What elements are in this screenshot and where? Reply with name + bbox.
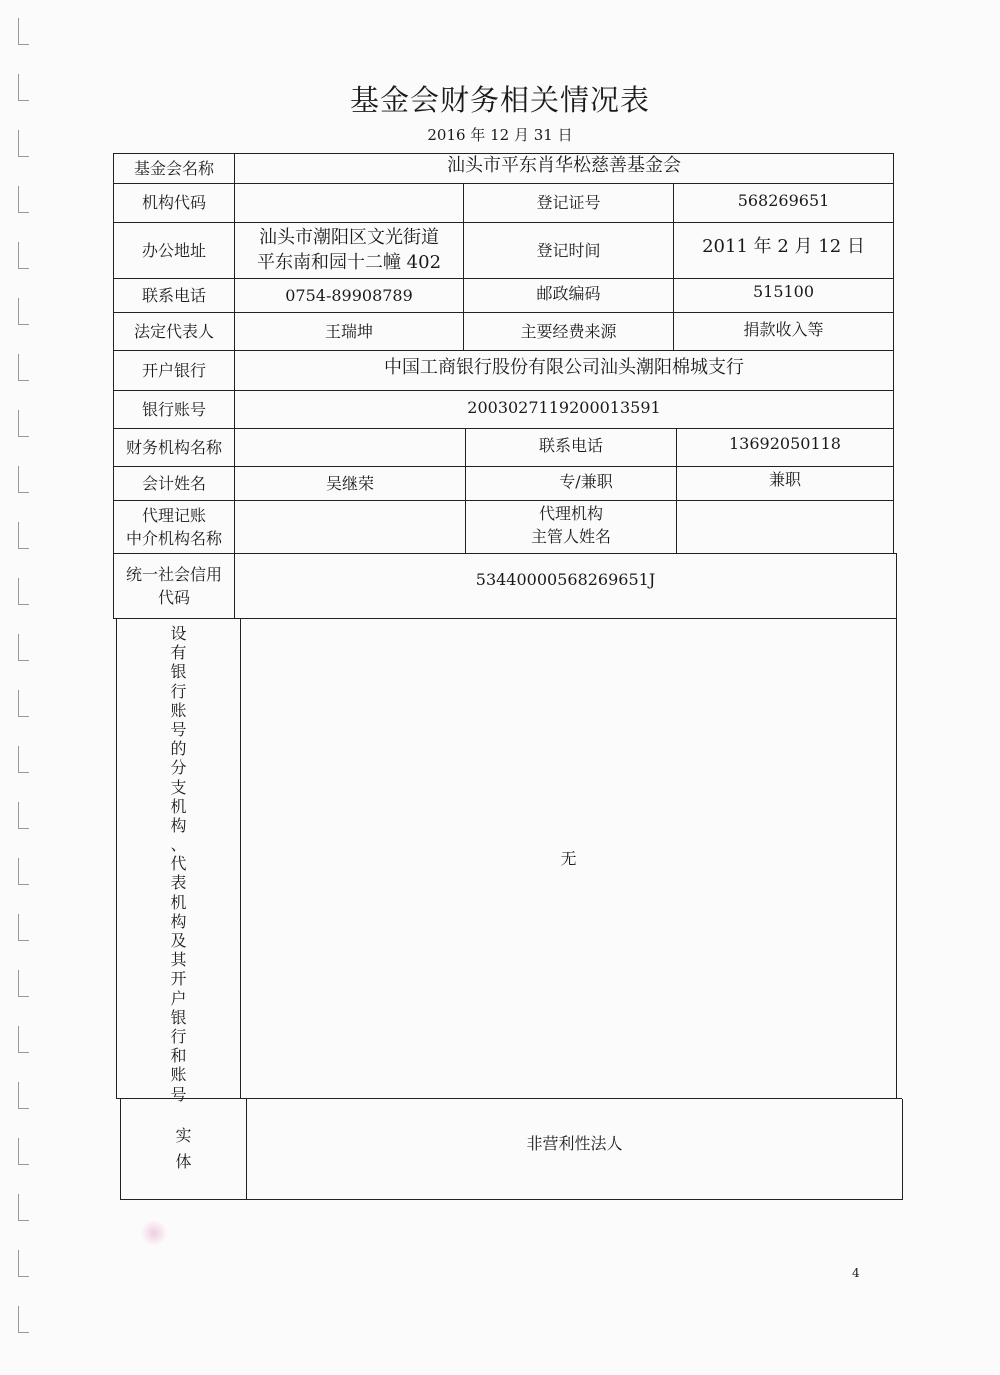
- legal-rep-label: 法定代表人: [133, 321, 214, 341]
- binding-mark: [18, 1026, 29, 1053]
- branches-label-char: 户: [170, 988, 187, 1008]
- binding-mark: [18, 746, 29, 773]
- branches-label-char: 号: [170, 1084, 187, 1104]
- binding-mark: [18, 1138, 29, 1165]
- branches-label-char: 代: [170, 854, 187, 874]
- postcode-value: 515100: [752, 281, 815, 301]
- binding-mark: [18, 522, 29, 549]
- binding-mark: [18, 466, 29, 493]
- address-line-1: 汕头市潮阳区文光街道: [259, 227, 439, 249]
- branches-label-char: 银: [170, 662, 187, 682]
- agent-label-line-2: 中介机构名称: [125, 529, 222, 548]
- entity-label-char: 实: [175, 1126, 192, 1146]
- agent-value: [235, 501, 465, 553]
- branches-label-char: 机: [170, 892, 187, 912]
- fulltime-value: 兼职: [768, 469, 801, 489]
- branches-label-char: 及: [170, 931, 187, 950]
- agent-head-label: [466, 499, 676, 551]
- branches-label-char: 的: [170, 739, 187, 759]
- branches-label-char: 有: [170, 643, 187, 663]
- binding-mark: [18, 802, 29, 829]
- credit-code-value: 53440000568269651J: [475, 570, 656, 590]
- postcode-label: 邮政编码: [536, 283, 601, 303]
- reg-time-value: 2011 年 2 月 12 日: [702, 236, 865, 258]
- binding-mark: [18, 1082, 29, 1109]
- finance-org-label: 财务机构名称: [125, 437, 222, 457]
- agent-head-label-line-1: 代理机构: [538, 503, 603, 523]
- entity-label-char: 体: [175, 1152, 192, 1171]
- address-label: 办公地址: [141, 240, 206, 260]
- branches-label-char: 银: [170, 1007, 187, 1027]
- reg-time-label: 登记时间: [536, 240, 601, 260]
- reg-no-label: 登记证号: [536, 193, 601, 213]
- binding-mark: [18, 1194, 29, 1221]
- branches-label-char: 构: [170, 815, 187, 835]
- binding-mark: [18, 634, 29, 661]
- funding-label: 主要经费来源: [520, 321, 617, 341]
- account-value: 2003027119200013591: [467, 397, 661, 417]
- binding-mark: [18, 578, 29, 605]
- phone-value: 0754-89908789: [285, 285, 413, 305]
- agent-label-line-1: 代理记账: [141, 505, 206, 525]
- credit-code-label-line-2: 代码: [157, 588, 190, 607]
- binding-mark: [18, 858, 29, 885]
- binding-mark: [18, 914, 29, 941]
- fulltime-label: 专/兼职: [559, 471, 613, 491]
- bank-value: 中国工商银行股份有限公司汕头潮阳棉城支行: [384, 357, 744, 379]
- binding-mark: [18, 970, 29, 997]
- binding-mark: [18, 1250, 29, 1277]
- binding-mark: [18, 690, 29, 717]
- page-number: 4: [852, 1266, 860, 1280]
- branches-value: 无: [560, 848, 577, 868]
- branches-label-char: 账: [170, 700, 187, 720]
- branches-label-char: 账: [170, 1065, 187, 1085]
- binding-mark: [18, 354, 29, 381]
- entity-label: [121, 1099, 246, 1199]
- org-code-label: 机构代码: [141, 193, 206, 213]
- branches-label-char: 机: [170, 796, 187, 816]
- binding-mark: [18, 186, 29, 213]
- branches-label-char: 分: [170, 758, 187, 778]
- branches-label-char: 、: [170, 835, 187, 855]
- entity-value: 非营利性法人: [526, 1134, 623, 1154]
- branches-label-char: 表: [170, 873, 187, 893]
- bank-label: 开户银行: [141, 360, 206, 380]
- address-line-2: 平东南和园十二幢 402: [256, 251, 442, 273]
- phone-label: 联系电话: [141, 285, 206, 305]
- reg-no-value: 568269651: [737, 191, 830, 211]
- branches-label-char: 和: [170, 1046, 187, 1066]
- address-value: [235, 223, 463, 278]
- branches-label-char: 设: [170, 624, 187, 643]
- funding-value: 捐款收入等: [743, 319, 824, 339]
- legal-rep-value: 王瑞坤: [324, 321, 373, 341]
- agent-label: [114, 501, 234, 553]
- ink-stain: [140, 1220, 168, 1246]
- foundation-name-label: 基金会名称: [133, 158, 214, 178]
- branches-label-char: 行: [170, 1026, 187, 1046]
- document-title: 基金会财务相关情况表: [349, 83, 650, 117]
- branches-label-char: 行: [170, 681, 187, 701]
- branches-label: [117, 624, 240, 1104]
- agent-head-label-line-2: 主管人姓名: [530, 527, 611, 546]
- branches-label-char: 支: [170, 777, 187, 797]
- accountant-label: 会计姓名: [141, 473, 206, 493]
- org-code-value: [235, 184, 463, 222]
- branches-label-char: 其: [170, 950, 187, 970]
- finance-org-value: [235, 429, 465, 466]
- binding-mark: [18, 18, 29, 45]
- document-date: 2016 年 12 月 31 日: [427, 126, 573, 144]
- agent-head-value: [677, 501, 893, 553]
- binding-mark: [18, 410, 29, 437]
- binding-margin: [12, 0, 42, 1375]
- foundation-name-value: 汕头市平东肖华松慈善基金会: [447, 155, 681, 177]
- credit-code-label-line-1: 统一社会信用: [125, 564, 222, 584]
- branches-label-char: 号: [170, 719, 187, 739]
- credit-code-label: [114, 554, 234, 618]
- account-label: 银行账号: [141, 399, 206, 419]
- branches-label-char: 开: [170, 969, 187, 989]
- finance-phone-value: 13692050118: [729, 433, 841, 453]
- branches-label-char: 构: [170, 911, 187, 931]
- finance-phone-label: 联系电话: [538, 435, 603, 455]
- binding-mark: [18, 298, 29, 325]
- binding-mark: [18, 1306, 29, 1333]
- binding-mark: [18, 242, 29, 269]
- accountant-value: 吴继荣: [325, 473, 374, 493]
